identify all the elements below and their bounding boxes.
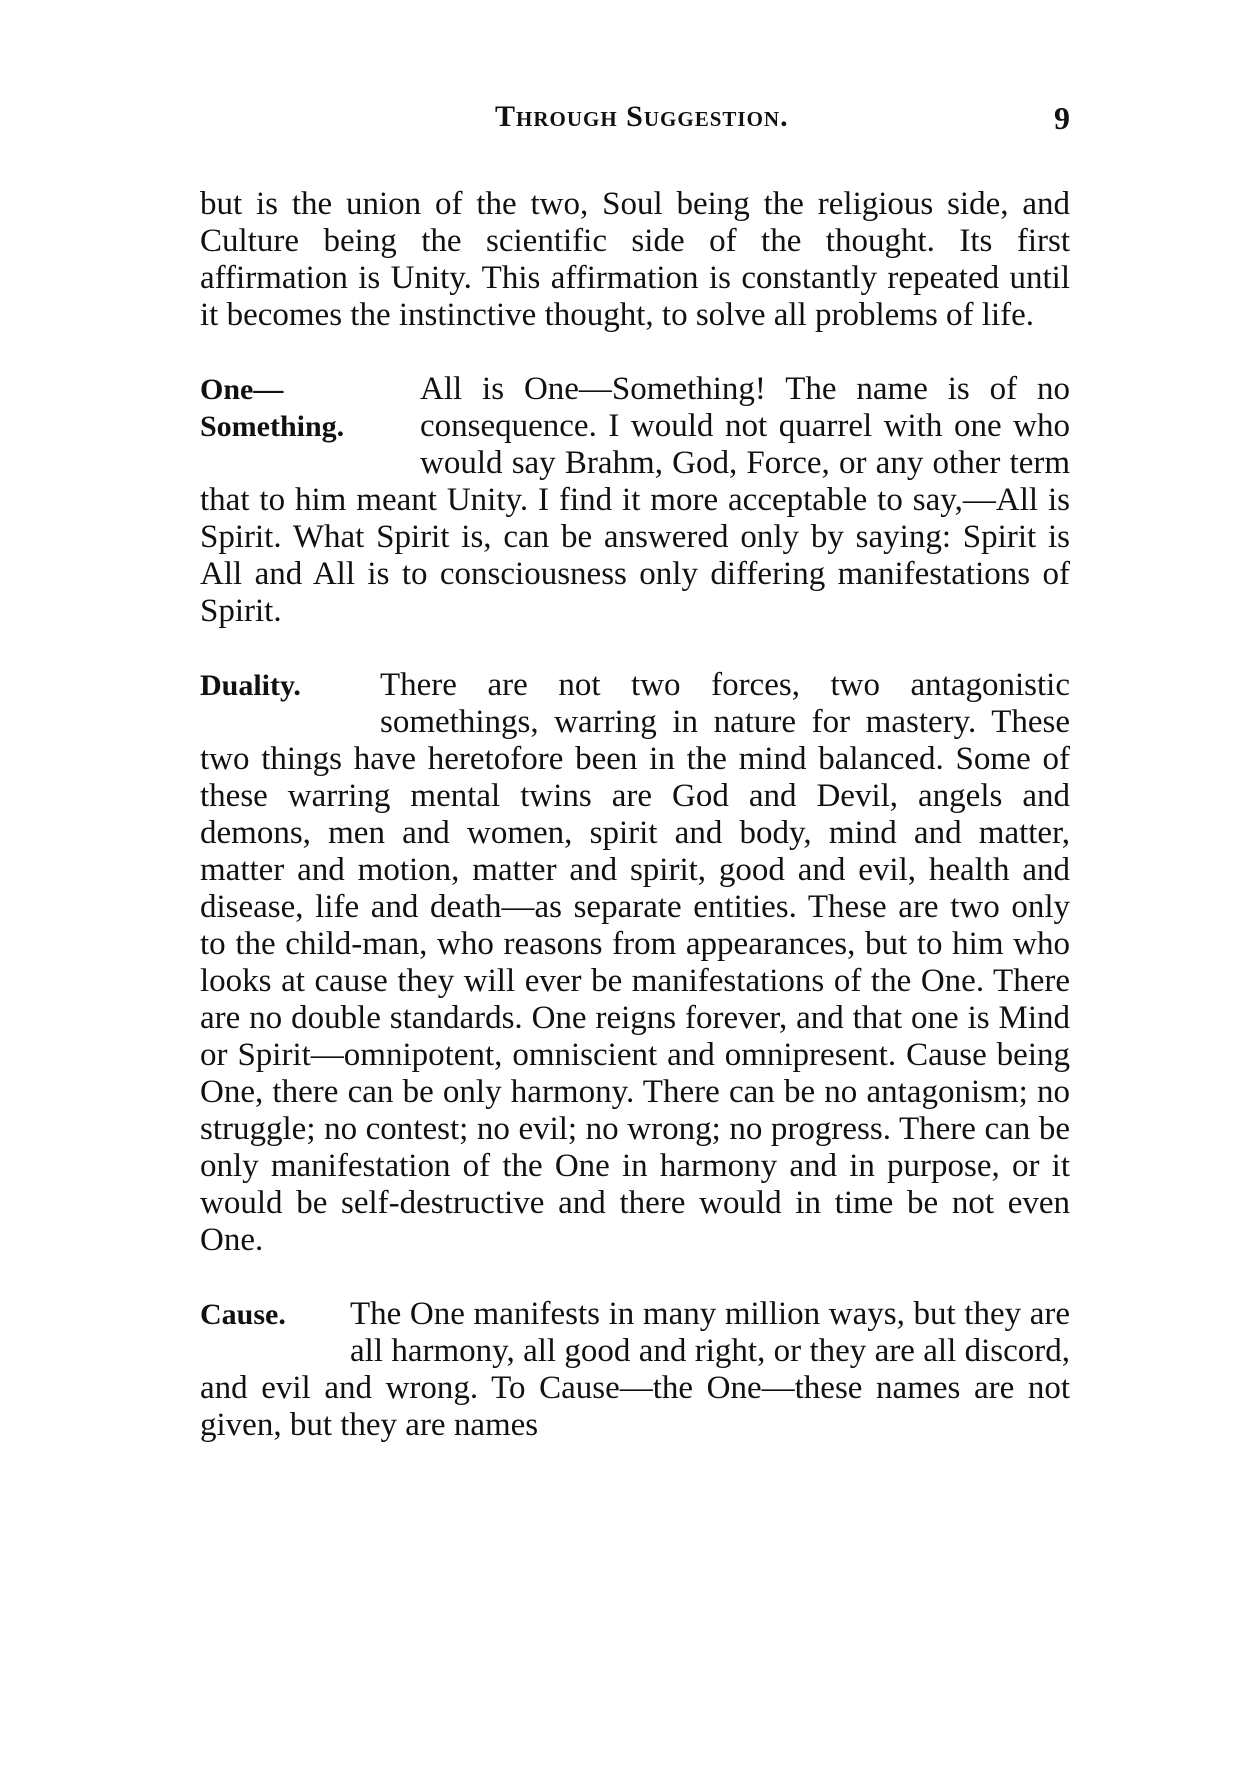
sidenote-one-something	[200, 371, 400, 482]
page-number: 9	[1054, 100, 1070, 136]
sidenote-line: Something.	[200, 410, 345, 443]
paragraph-text: There are not two forces, two antagonistic somethings, warring in nature for mastery. These two things have heretofore been in the mind balanced. Some of these warring mental twins are God and Devil, angels and demons, men and women, spirit and body, mind and matter, matter and motion, matter and spirit, good and evil, health and disease, life and death—as separate entities. These are two only to the child-man, who reasons from appearances, but to him who looks at cause they will ever be manifestations of the One. There are no double standards. One reigns forever, and that one is Mind or Spirit—omnipotent, omniscient and omnipresent. Cause being One, there can be only harmony. There can be no antagonism; no struggle; no contest; no evil; no wrong; no progress. There can be only manifestation of the One in harmony and in purpose, or it would be self-destructive and there would in time be not even One.	[200, 667, 1070, 1258]
sidenote-line: One—	[200, 373, 284, 406]
running-head: Through Suggestion.	[495, 100, 789, 133]
paragraph-cause	[200, 1296, 1070, 1444]
sidenote-cause	[200, 1296, 330, 1370]
page-header	[200, 100, 1070, 144]
sidenote-line: Duality.	[200, 669, 301, 702]
paragraph-text: The One manifests in many million ways, but they are all harmony, all good and right, or they are all discord, and evil and wrong. To Cause—the One—these names are not given, but they are names	[200, 1296, 1070, 1443]
sidenote-line: Cause.	[200, 1298, 286, 1331]
paragraph-duality	[200, 667, 1070, 1259]
sidenote-duality	[200, 667, 360, 741]
paragraph-intro: but is the union of the two, Soul being the religious side, and Culture being the scientific side of the thought. Its first affirmation is Unity. This affirmation is constantly repeated until it becomes the instinctive thought, to solve all problems of life.	[200, 186, 1070, 333]
paragraph-text: All is One—Something! The name is of no consequence. I would not quarrel with one who would say Brahm, God, Force, or any other term that to him meant Unity. I find it more acceptable to say,—All is Spirit. What Spirit is, can be answered only by saying: Spirit is All and All is to consciousness only differing manifestations of Spirit.	[200, 371, 1070, 629]
body-text	[200, 186, 1070, 1444]
paragraph-one-something	[200, 371, 1070, 630]
